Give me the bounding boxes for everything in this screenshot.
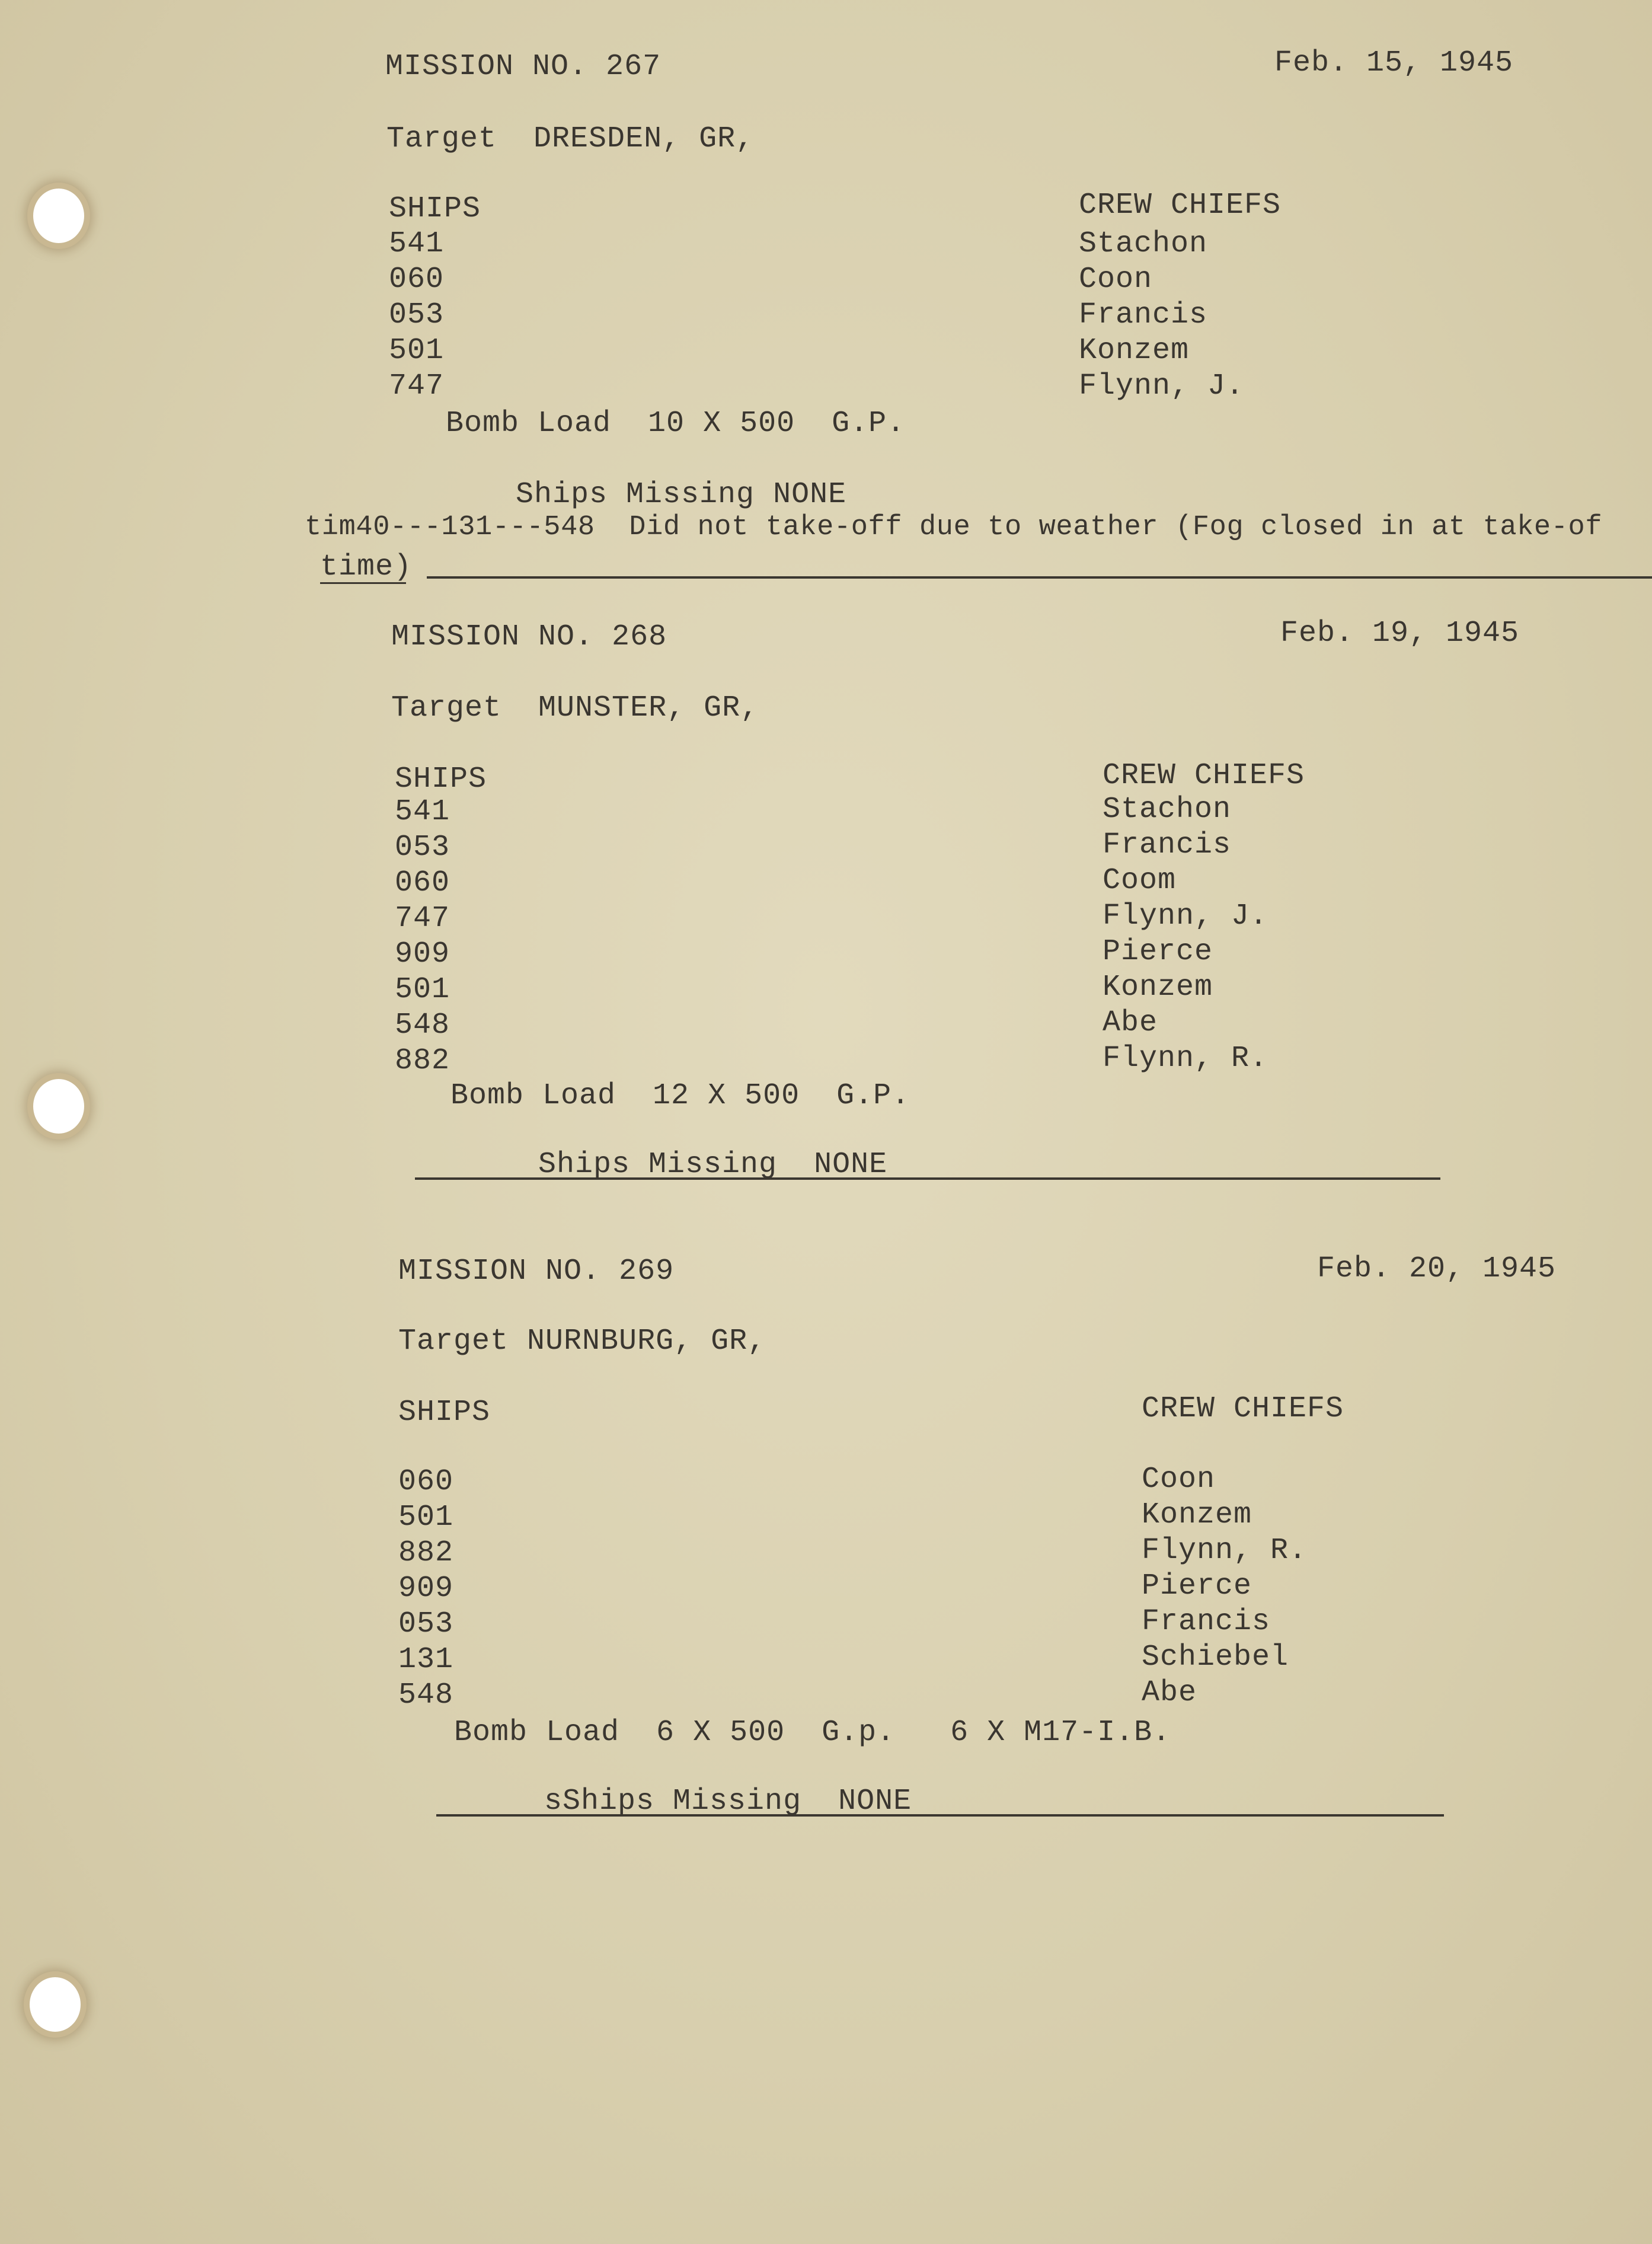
crew-chief-name: Konzem	[1142, 1498, 1252, 1532]
ship-number: 909	[395, 937, 450, 971]
binder-hole-top	[33, 189, 84, 243]
ship-number: 747	[389, 369, 445, 403]
crew-chief-name: Stachon	[1079, 227, 1208, 261]
crew-chiefs-header: CREW CHIEFS	[1103, 759, 1305, 793]
bomb-load: Bomb Load 12 X 500 G.P.	[450, 1079, 910, 1113]
ship-number: 060	[389, 263, 445, 296]
crew-chief-name: Abe	[1142, 1676, 1197, 1710]
ship-list	[398, 1464, 453, 1713]
mission-number: MISSION NO. 267	[385, 50, 662, 84]
section-divider	[415, 1177, 1440, 1180]
section-divider	[436, 1814, 1444, 1817]
crew-chief-name: Flynn, R.	[1103, 1042, 1268, 1075]
crew-chief-name: Konzem	[1079, 334, 1190, 368]
mission-date: Feb. 20, 1945	[1317, 1252, 1557, 1286]
ship-number: 882	[398, 1536, 454, 1570]
ships-missing: sShips Missing NONE	[544, 1785, 912, 1818]
section-divider	[320, 582, 406, 584]
ship-number: 882	[395, 1044, 450, 1078]
weather-note-continued: time)	[320, 550, 413, 584]
ship-number: 747	[395, 902, 450, 936]
crew-chiefs-header: CREW CHIEFS	[1142, 1392, 1344, 1426]
ships-header: SHIPS	[398, 1396, 491, 1429]
bomb-load: Bomb Load 6 X 500 G.p. 6 X M17-I.B.	[454, 1716, 1171, 1750]
ships-header: SHIPS	[395, 762, 487, 796]
ship-number: 541	[395, 795, 450, 829]
ship-number: 060	[395, 866, 450, 900]
crew-chief-name: Konzem	[1103, 971, 1213, 1004]
ship-number: 548	[398, 1678, 454, 1712]
mission-target: Target DRESDEN, GR,	[386, 122, 755, 156]
bomb-load: Bomb Load 10 X 500 G.P.	[446, 407, 906, 440]
ship-number: 053	[389, 298, 445, 332]
crew-chiefs-header: CREW CHIEFS	[1079, 189, 1282, 222]
ships-missing: Ships Missing NONE	[538, 1148, 888, 1182]
crew-chief-list	[1079, 226, 1244, 404]
ship-number: 909	[398, 1572, 454, 1605]
crew-chief-name: Flynn, J.	[1103, 899, 1268, 933]
ship-number: 501	[389, 334, 445, 368]
crew-chief-name: Francis	[1079, 298, 1208, 332]
crew-chief-name: Flynn, J.	[1079, 369, 1245, 403]
crew-chief-name: Francis	[1103, 828, 1232, 862]
ship-number: 501	[395, 973, 450, 1007]
crew-chief-name: Flynn, R.	[1142, 1534, 1308, 1568]
ship-list	[389, 226, 444, 404]
crew-chief-list	[1142, 1462, 1307, 1711]
mission-target: Target NURNBURG, GR,	[398, 1324, 766, 1358]
ship-number: 060	[398, 1465, 454, 1499]
ships-header: SHIPS	[389, 192, 481, 226]
ship-list	[395, 794, 450, 1079]
binder-hole-bottom	[30, 1977, 81, 2032]
ship-number: 053	[395, 831, 450, 864]
ships-missing: Ships Missing NONE	[516, 478, 847, 512]
ship-number: 501	[398, 1501, 454, 1534]
binder-hole-middle	[33, 1079, 84, 1134]
crew-chief-name: Francis	[1142, 1605, 1271, 1639]
ship-number: 053	[398, 1607, 454, 1641]
crew-chief-name: Abe	[1103, 1006, 1158, 1040]
mission-target: Target MUNSTER, GR,	[391, 691, 759, 725]
crew-chief-name: Schiebel	[1142, 1640, 1289, 1674]
ship-number: 541	[389, 227, 445, 261]
mission-number: MISSION NO. 269	[398, 1255, 675, 1288]
crew-chief-name: Coon	[1079, 263, 1153, 296]
mission-date: Feb. 15, 1945	[1274, 46, 1514, 80]
crew-chief-name: Pierce	[1103, 935, 1213, 969]
crew-chief-name: Pierce	[1142, 1569, 1252, 1603]
mission-date: Feb. 19, 1945	[1280, 617, 1520, 650]
crew-chief-list	[1103, 792, 1268, 1077]
section-divider	[427, 576, 1652, 579]
ship-number: 548	[395, 1008, 450, 1042]
weather-note: tim40---131---548 Did not take-off due to weather (Fog closed in at take-of	[305, 512, 1603, 543]
crew-chief-name: Coom	[1103, 864, 1177, 898]
crew-chief-name: Stachon	[1103, 793, 1232, 826]
ship-number: 131	[398, 1643, 454, 1677]
mission-number: MISSION NO. 268	[391, 620, 667, 654]
crew-chief-name: Coon	[1142, 1463, 1216, 1496]
